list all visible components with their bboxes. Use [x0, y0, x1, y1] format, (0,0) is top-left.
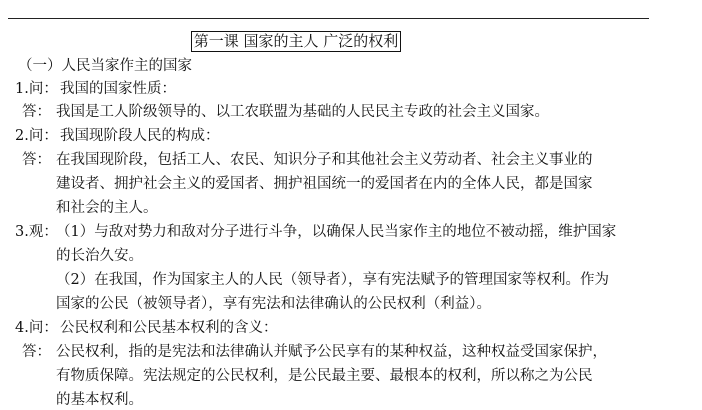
item-2-question: 我国现阶段人民的构成：: [60, 128, 220, 144]
lesson-title: 第一课 国家的主人 广泛的权利: [191, 31, 402, 52]
item-2-label: 2.问：: [15, 128, 58, 144]
item-3-point-1-line-2: 的长治久安。: [56, 248, 143, 264]
item-2-answer-line-3: 和社会的主人。: [56, 200, 158, 216]
item-4-answer-line-1: 公民权利，指的是宪法和法律确认并赋予公民享有的某种权益，这种权益受国家保护，: [56, 344, 607, 360]
title-container: [0, 31, 702, 52]
item-1-answer-label: 答：: [22, 104, 51, 120]
item-1-label: 1.问：: [15, 81, 58, 97]
item-4-answer-line-2: 有物质保障。宪法规定的公民权利，是公民最主要、最根本的权利，所以称之为公民: [56, 368, 593, 384]
header-rule: [8, 18, 649, 19]
item-4-answer-line-3: 的基本权利。: [56, 392, 143, 408]
item-3-point-2-line-2: 国家的公民（被领导者），享有宪法和法律确认的公民权利（利益）。: [56, 296, 491, 312]
item-3-point-2-line-1: （2）在我国，作为国家主人的人民（领导者），享有宪法赋予的管理国家等权利。作为: [56, 272, 609, 288]
item-4-label: 4.问：: [15, 320, 58, 336]
item-2-answer-line-1: 在我国现阶段，包括工人、农民、知识分子和其他社会主义劳动者、社会主义事业的: [56, 152, 593, 168]
item-2-answer-label: 答：: [22, 152, 51, 168]
item-1-answer-line-1: 我国是工人阶级领导的、以工农联盟为基础的人民民主专政的社会主义国家。: [56, 104, 549, 120]
item-1-question: 我国的国家性质：: [60, 81, 176, 97]
item-3-label: 3.观：: [15, 224, 58, 240]
item-4-question: 公民权利和公民基本权利的含义：: [60, 320, 278, 336]
section-heading: （一）人民当家作主的国家: [18, 58, 192, 74]
item-3-point-1-line-1: （1）与敌对势力和敌对分子进行斗争，以确保人民当家作主的地位不被动摇，维护国家: [56, 224, 617, 240]
item-2-answer-line-2: 建设者、拥护社会主义的爱国者、拥护祖国统一的爱国者在内的全体人民，都是国家: [56, 176, 593, 192]
item-4-answer-label: 答：: [22, 344, 51, 360]
